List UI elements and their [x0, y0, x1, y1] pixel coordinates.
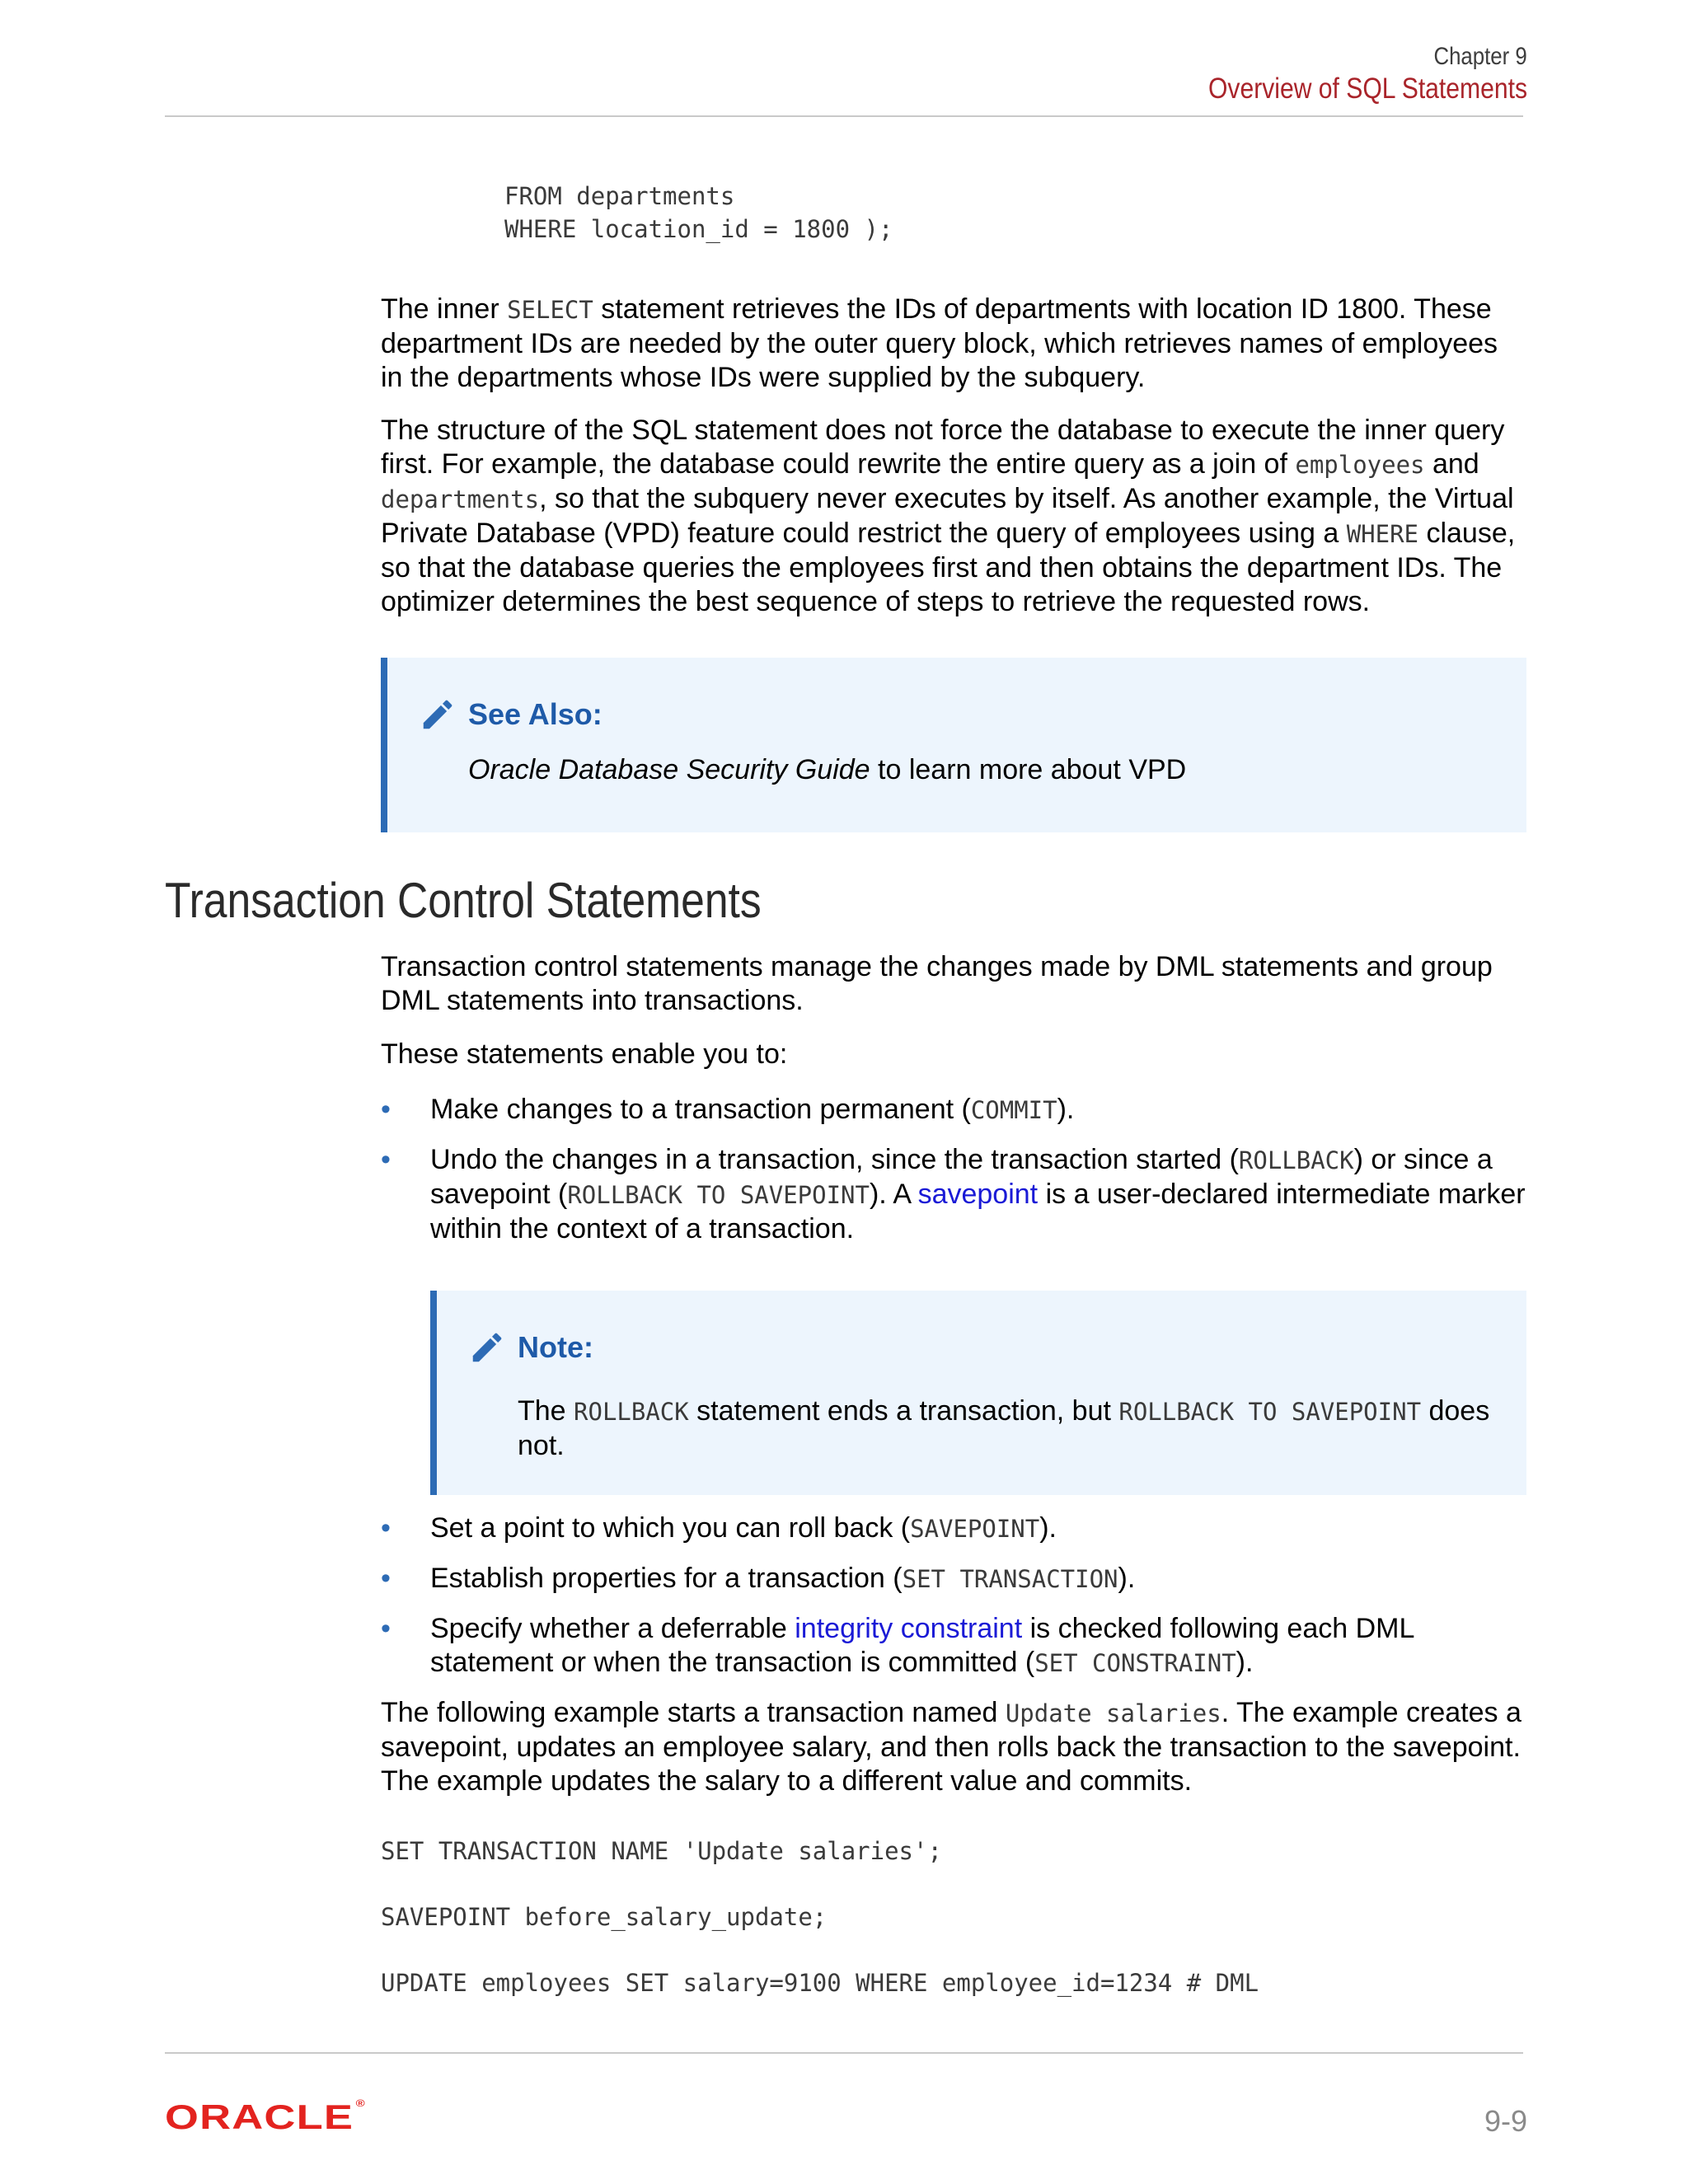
enable-intro: These statements enable you to: — [381, 1038, 788, 1070]
text: The structure of the SQL statement does not force the database to execute the inner query first. For example, the database could rewrite the entire query as a join of — [381, 415, 1505, 480]
note-heading — [468, 1329, 593, 1366]
pencil-icon — [419, 696, 457, 733]
code-line: WHERE location_id = 1800 ); — [504, 215, 893, 243]
text: The inner — [381, 293, 508, 325]
logo-text: ORACLE — [165, 2097, 354, 2136]
inline-code: departments — [381, 485, 540, 513]
inline-code: ROLLBACK TO SAVEPOINT — [1118, 1398, 1422, 1426]
bullet-dot: • — [381, 1094, 391, 1125]
list-item-text: Undo the changes in a transaction, since the transaction started (ROLLBACK) or since a savepoint (ROLLBACK TO SAVEPOINT). A savepoint is a user-declared intermediate marker within the context of a transaction. — [430, 1144, 1526, 1244]
paragraph-example-intro: The following example starts a transaction named Update salaries. The example creates a savepoint, updates an employee salary, and then rolls back the transaction to the savepoint. The example updates the salary to a different value and commits. — [381, 1697, 1522, 1797]
text: clause, so that the database queries the employees first and then obtains the department IDs. The optimizer determines the best sequence of steps to retrieve the requested rows. — [381, 518, 1516, 617]
inline-code: COMMIT — [970, 1096, 1057, 1124]
savepoint-link[interactable]: savepoint — [917, 1179, 1039, 1210]
inline-code: SET TRANSACTION — [902, 1565, 1118, 1593]
inline-code: ROLLBACK — [574, 1398, 689, 1426]
inline-code: ROLLBACK — [1238, 1146, 1354, 1174]
code-line: FROM departments — [504, 182, 735, 210]
list-item-text: Set a point to which you can roll back (SAVEPOINT). — [430, 1512, 1057, 1544]
paragraph-statement-structure — [381, 414, 1526, 619]
list-item-text: Establish properties for a transaction (SET TRANSACTION). — [430, 1563, 1136, 1594]
see-also-box — [381, 658, 1526, 832]
text: to learn more about VPD — [870, 754, 1187, 785]
registered-mark: ® — [355, 2097, 366, 2109]
section-heading: Transaction Control Statements — [165, 873, 762, 928]
bullet-dot: • — [381, 1563, 391, 1594]
code-block-top — [504, 180, 893, 246]
code-line: SAVEPOINT before_salary_update; — [381, 1903, 828, 1931]
see-also-book-link[interactable]: Oracle Database Security Guide — [468, 754, 870, 785]
bullet-dot: • — [381, 1512, 391, 1544]
header-divider — [165, 115, 1523, 117]
see-also-body — [468, 753, 1490, 787]
inline-code: SAVEPOINT — [910, 1515, 1040, 1543]
see-also-heading — [419, 696, 603, 733]
oracle-logo — [165, 2097, 366, 2137]
list-item-text: Specify whether a deferrable integrity constraint is checked following each DML statement or when the transaction is committed (SET CONSTRAINT). — [430, 1613, 1414, 1678]
section-intro: Transaction control statements manage the changes made by DML statements and group DML statements into transactions. — [381, 951, 1493, 1016]
inline-code: WHERE — [1346, 520, 1419, 548]
text: and — [1424, 448, 1479, 480]
inline-code: ROLLBACK TO SAVEPOINT — [567, 1181, 870, 1209]
note-title: Note: — [518, 1330, 593, 1364]
list-item-text: Make changes to a transaction permanent (COMMIT). — [430, 1094, 1075, 1125]
inline-code: SET CONSTRAINT — [1034, 1649, 1236, 1677]
see-also-title: See Also: — [468, 697, 603, 731]
text: statement retrieves the IDs of departments with location ID 1800. These department IDs are needed by the outer query block, which retrieves names of employees in the departments whose IDs were supplied by the subquery. — [381, 293, 1498, 393]
code-line: UPDATE employees SET salary=9100 WHERE employee_id=1234 # DML — [381, 1969, 1259, 1997]
integrity-constraint-link[interactable]: integrity constraint — [795, 1613, 1023, 1644]
code-block-bottom — [381, 1835, 1259, 1999]
bullet-dot: • — [381, 1144, 391, 1175]
paragraph-inner-select — [381, 293, 1526, 395]
inline-code: employees — [1295, 451, 1425, 479]
page-number: 9-9 — [1484, 2104, 1527, 2138]
footer-divider — [165, 2052, 1523, 2054]
note-body: The ROLLBACK statement ends a transaction, but ROLLBACK TO SAVEPOINT does not. — [518, 1395, 1490, 1461]
inline-code: Update salaries — [1005, 1699, 1221, 1727]
note-box — [430, 1291, 1526, 1495]
chapter-label: Chapter 9 — [1433, 43, 1527, 70]
text: , so that the subquery never executes by itself. As another example, the Virtual Private Database (VPD) feature could restrict the query of employees using a — [381, 483, 1514, 549]
pencil-icon — [468, 1329, 506, 1366]
inline-code: SELECT — [507, 296, 593, 324]
chapter-title: Overview of SQL Statements — [1208, 73, 1527, 105]
bullet-dot: • — [381, 1613, 391, 1644]
code-line: SET TRANSACTION NAME 'Update salaries'; — [381, 1837, 942, 1865]
